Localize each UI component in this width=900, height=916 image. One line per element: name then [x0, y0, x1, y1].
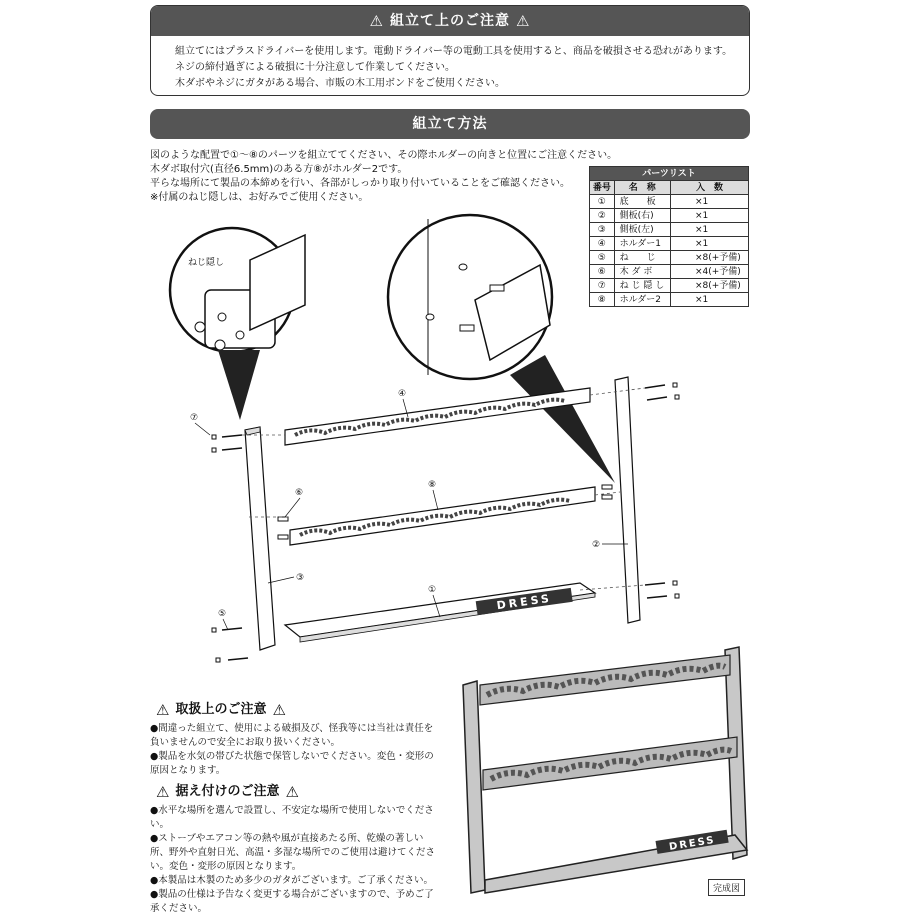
assembly-method-header: 組立て方法 [150, 109, 750, 139]
finished-brand-logo: DRESS [668, 834, 717, 853]
finished-caption: 完成図 [708, 879, 745, 896]
placement-notes [150, 804, 440, 916]
part-name: 側板(左) [614, 223, 670, 237]
callout-5: ⑤ [218, 609, 227, 619]
assembly-warning-box [150, 5, 750, 96]
warning-line: ネジの締付過ぎによる破損に十分注意して作業してください。 [175, 62, 455, 73]
instruction-line: 平らな場所にて製品の本締めを行い、各部がしっかり取り付いていることをご確認ください。 [150, 178, 570, 189]
zoom-detail-screw-cover [170, 228, 305, 420]
warning-icon: ⚠ [156, 782, 170, 801]
handling-title-row [150, 698, 292, 719]
finished-holder-middle [483, 737, 737, 790]
parts-header-quantity: 入 数 [670, 181, 748, 195]
instruction-line: 図のような配置で①〜⑧のパーツを組立ててください、その際ホルダーの向きと位置にご注意ください。 [150, 150, 618, 161]
warning-icon: ⚠ [156, 700, 170, 719]
part-number: ④ [590, 237, 615, 251]
assembly-warning-header [151, 6, 749, 36]
list-item: ●ストーブやエアコン等の熱や風が直接あたる所、乾燥の著しい所、野外や直射日光、高温・多湿な場所でのご使用は避けてください。変色・変形の原因となります。 [150, 833, 436, 872]
callout-3: ③ [296, 573, 305, 583]
warning-icon: ⚠ [516, 12, 531, 30]
base-brand-logo: DRESS [495, 591, 553, 613]
list-item: ●本製品は木製のため多少のガタがございます。ご了承ください。 [150, 875, 434, 886]
part-number: ① [590, 195, 615, 209]
part-qty: ×1 [670, 237, 748, 251]
part-qty: ×1 [670, 195, 748, 209]
zoom-label: ねじ隠し [188, 258, 225, 268]
part-qty: ×1 [670, 209, 748, 223]
part-number: ⑤ [590, 251, 615, 265]
parts-list-caption: パーツリスト [590, 167, 749, 181]
part-name: 底 板 [614, 195, 670, 209]
holder-2 [290, 487, 595, 545]
list-item: ●製品の仕様は予告なく変更する場合がございますので、予めご了承ください。 [150, 889, 434, 914]
assembly-warning-title: 組立て上のご注意 [390, 13, 510, 29]
part-number: ⑥ [590, 265, 615, 279]
callout-4: ④ [398, 389, 407, 399]
part-name: 木 ダ ボ [614, 265, 670, 279]
part-name: ね じ [614, 251, 670, 265]
list-item: ●水平な場所を選んで設置し、不安定な場所で使用しないでください。 [150, 805, 434, 830]
instruction-line: 木ダボ取付穴(直径6.5mm)のある方⑧がホルダー2です。 [150, 164, 408, 175]
part-name: ホルダー2 [614, 293, 670, 307]
finished-holder-top [480, 655, 730, 705]
placement-title: 据え付けのご注意 [175, 784, 280, 799]
part-qty: ×8(+予備) [670, 251, 748, 265]
handling-title: 取扱上のご注意 [175, 702, 267, 717]
part-number: ② [590, 209, 615, 223]
list-item: ●製品を水気の帯びた状態で保管しないでください。変色・変形の原因となります。 [150, 751, 434, 776]
part-qty: ×1 [670, 293, 748, 307]
warning-line: 組立てにはプラスドライバーを使用します。電動ドライバー等の電動工具を使用すると、商品を破損させる恐れがあります。 [175, 46, 733, 57]
warning-line: 木ダボやネジにガタがある場合、市販の木工用ボンドをご使用ください。 [175, 78, 505, 89]
callout-2: ② [592, 540, 601, 550]
finished-product-image [455, 645, 755, 895]
callout-8: ⑧ [428, 480, 437, 490]
assembly-instructions [150, 149, 617, 205]
part-number: ⑧ [590, 293, 615, 307]
parts-header-number: 番号 [590, 181, 615, 195]
handling-notes [150, 722, 440, 778]
base-board [285, 583, 595, 642]
part-number: ⑦ [590, 279, 615, 293]
exploded-assembly-diagram [150, 205, 750, 675]
part-qty: ×1 [670, 223, 748, 237]
zoom-detail-dowel [388, 215, 615, 483]
callout-1: ① [428, 585, 437, 595]
instruction-line: ※付属のねじ隠しは、お好みでご使用ください。 [150, 192, 369, 203]
part-name: ホルダー1 [614, 237, 670, 251]
part-name: ね じ 隠 し [614, 279, 670, 293]
part-name: 側板(右) [614, 209, 670, 223]
assembly-warning-text [151, 36, 749, 92]
warning-icon: ⚠ [272, 700, 286, 719]
part-number: ③ [590, 223, 615, 237]
warning-icon: ⚠ [285, 782, 299, 801]
part-qty: ×8(+予備) [670, 279, 748, 293]
part-qty: ×4(+予備) [670, 265, 748, 279]
holder-1 [285, 388, 590, 445]
list-item: ●間違った組立て、使用による破損及び、怪我等には当社は責任を負いませんので安全にお取り扱いください。 [150, 723, 434, 748]
callout-6: ⑥ [295, 488, 304, 498]
warning-icon: ⚠ [369, 12, 384, 30]
callout-7: ⑦ [190, 413, 199, 423]
placement-title-row [150, 780, 305, 801]
parts-header-name: 名 称 [614, 181, 670, 195]
